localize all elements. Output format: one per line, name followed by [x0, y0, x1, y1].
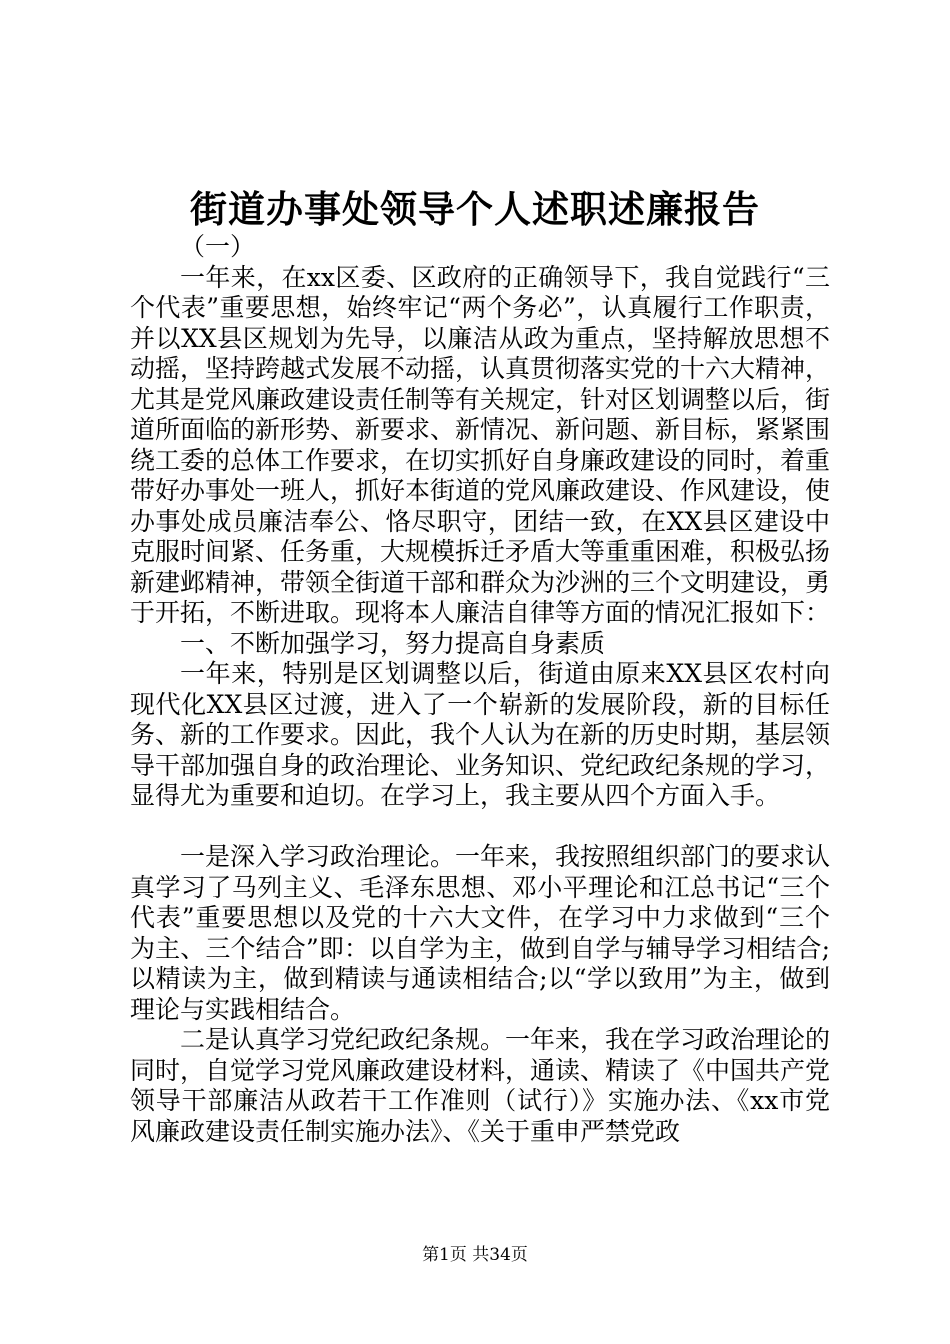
document-body	[130, 232, 830, 1147]
section-marker: （一）	[180, 232, 256, 261]
section-heading: 一、不断加强学习，努力提高自身素质	[180, 628, 606, 658]
body-paragraph: 一是深入学习政治理论。一年来，我按照组织部门的要求认真学习了马列主义、毛泽东思想、邓小平理论和江总书记“三个代表”重要思想以及党的十六大文件，在学习中力求做到“三个为主、三个结合”即：以自学为主，做到自学与辅导学习相结合;以精读为主，做到精读与通读相结合;以“学以致用”为主，做到理论与实践相结合。	[130, 842, 831, 1024]
page-footer: 第1页 共34页	[422, 1245, 528, 1265]
intro-paragraph: 一年来，在xx区委、区政府的正确领导下，我自觉践行“三个代表”重要思想，始终牢记“两个务必”，认真履行工作职责，并以XX县区规划为先导，以廉洁从政为重点，坚持解放思想不动摇，坚持跨越式发展不动摇，认真贯彻落实党的十六大精神，尤其是党风廉政建设责任制等有关规定，针对区划调整以后，街道所面临的新形势、新要求、新情况、新问题、新目标，紧紧围绕工委的总体工作要求，在切实抓好自身廉政建设的同时，着重带好办事处一班人，抓好本街道的党风廉政建设、作风建设，使办事处成员廉洁奉公、恪尽职守，团结一致，在XX县区建设中克服时间紧、任务重，大规模拆迁矛盾大等重重困难，积极弘扬新建邺精神，带领全街道干部和群众为沙洲的三个文明建设，勇于开拓，不断进取。现将本人廉洁自律等方面的情况汇报如下：	[130, 262, 831, 627]
paragraph-spacer	[130, 812, 830, 843]
document-title: 街道办事处领导个人述职述廉报告	[190, 187, 760, 231]
body-paragraph: 二是认真学习党纪政纪条规。一年来，我在学习政治理论的同时，自觉学习党风廉政建设材料，通读、精读了《中国共产党领导干部廉洁从政若干工作准则（试行）》实施办法、《xx市党风廉政建设责任制实施办法》、《关于重申严禁党政	[130, 1025, 831, 1146]
body-paragraph: 一年来，特别是区划调整以后，街道由原来XX县区农村向现代化XX县区过渡，进入了一个崭新的发展阶段，新的目标任务、新的工作要求。因此，我个人认为在新的历史时期，基层领导干部加强自身的政治理论、业务知识、党纪政纪条规的学习，显得尤为重要和迫切。在学习上，我主要从四个方面入手。	[130, 659, 831, 810]
